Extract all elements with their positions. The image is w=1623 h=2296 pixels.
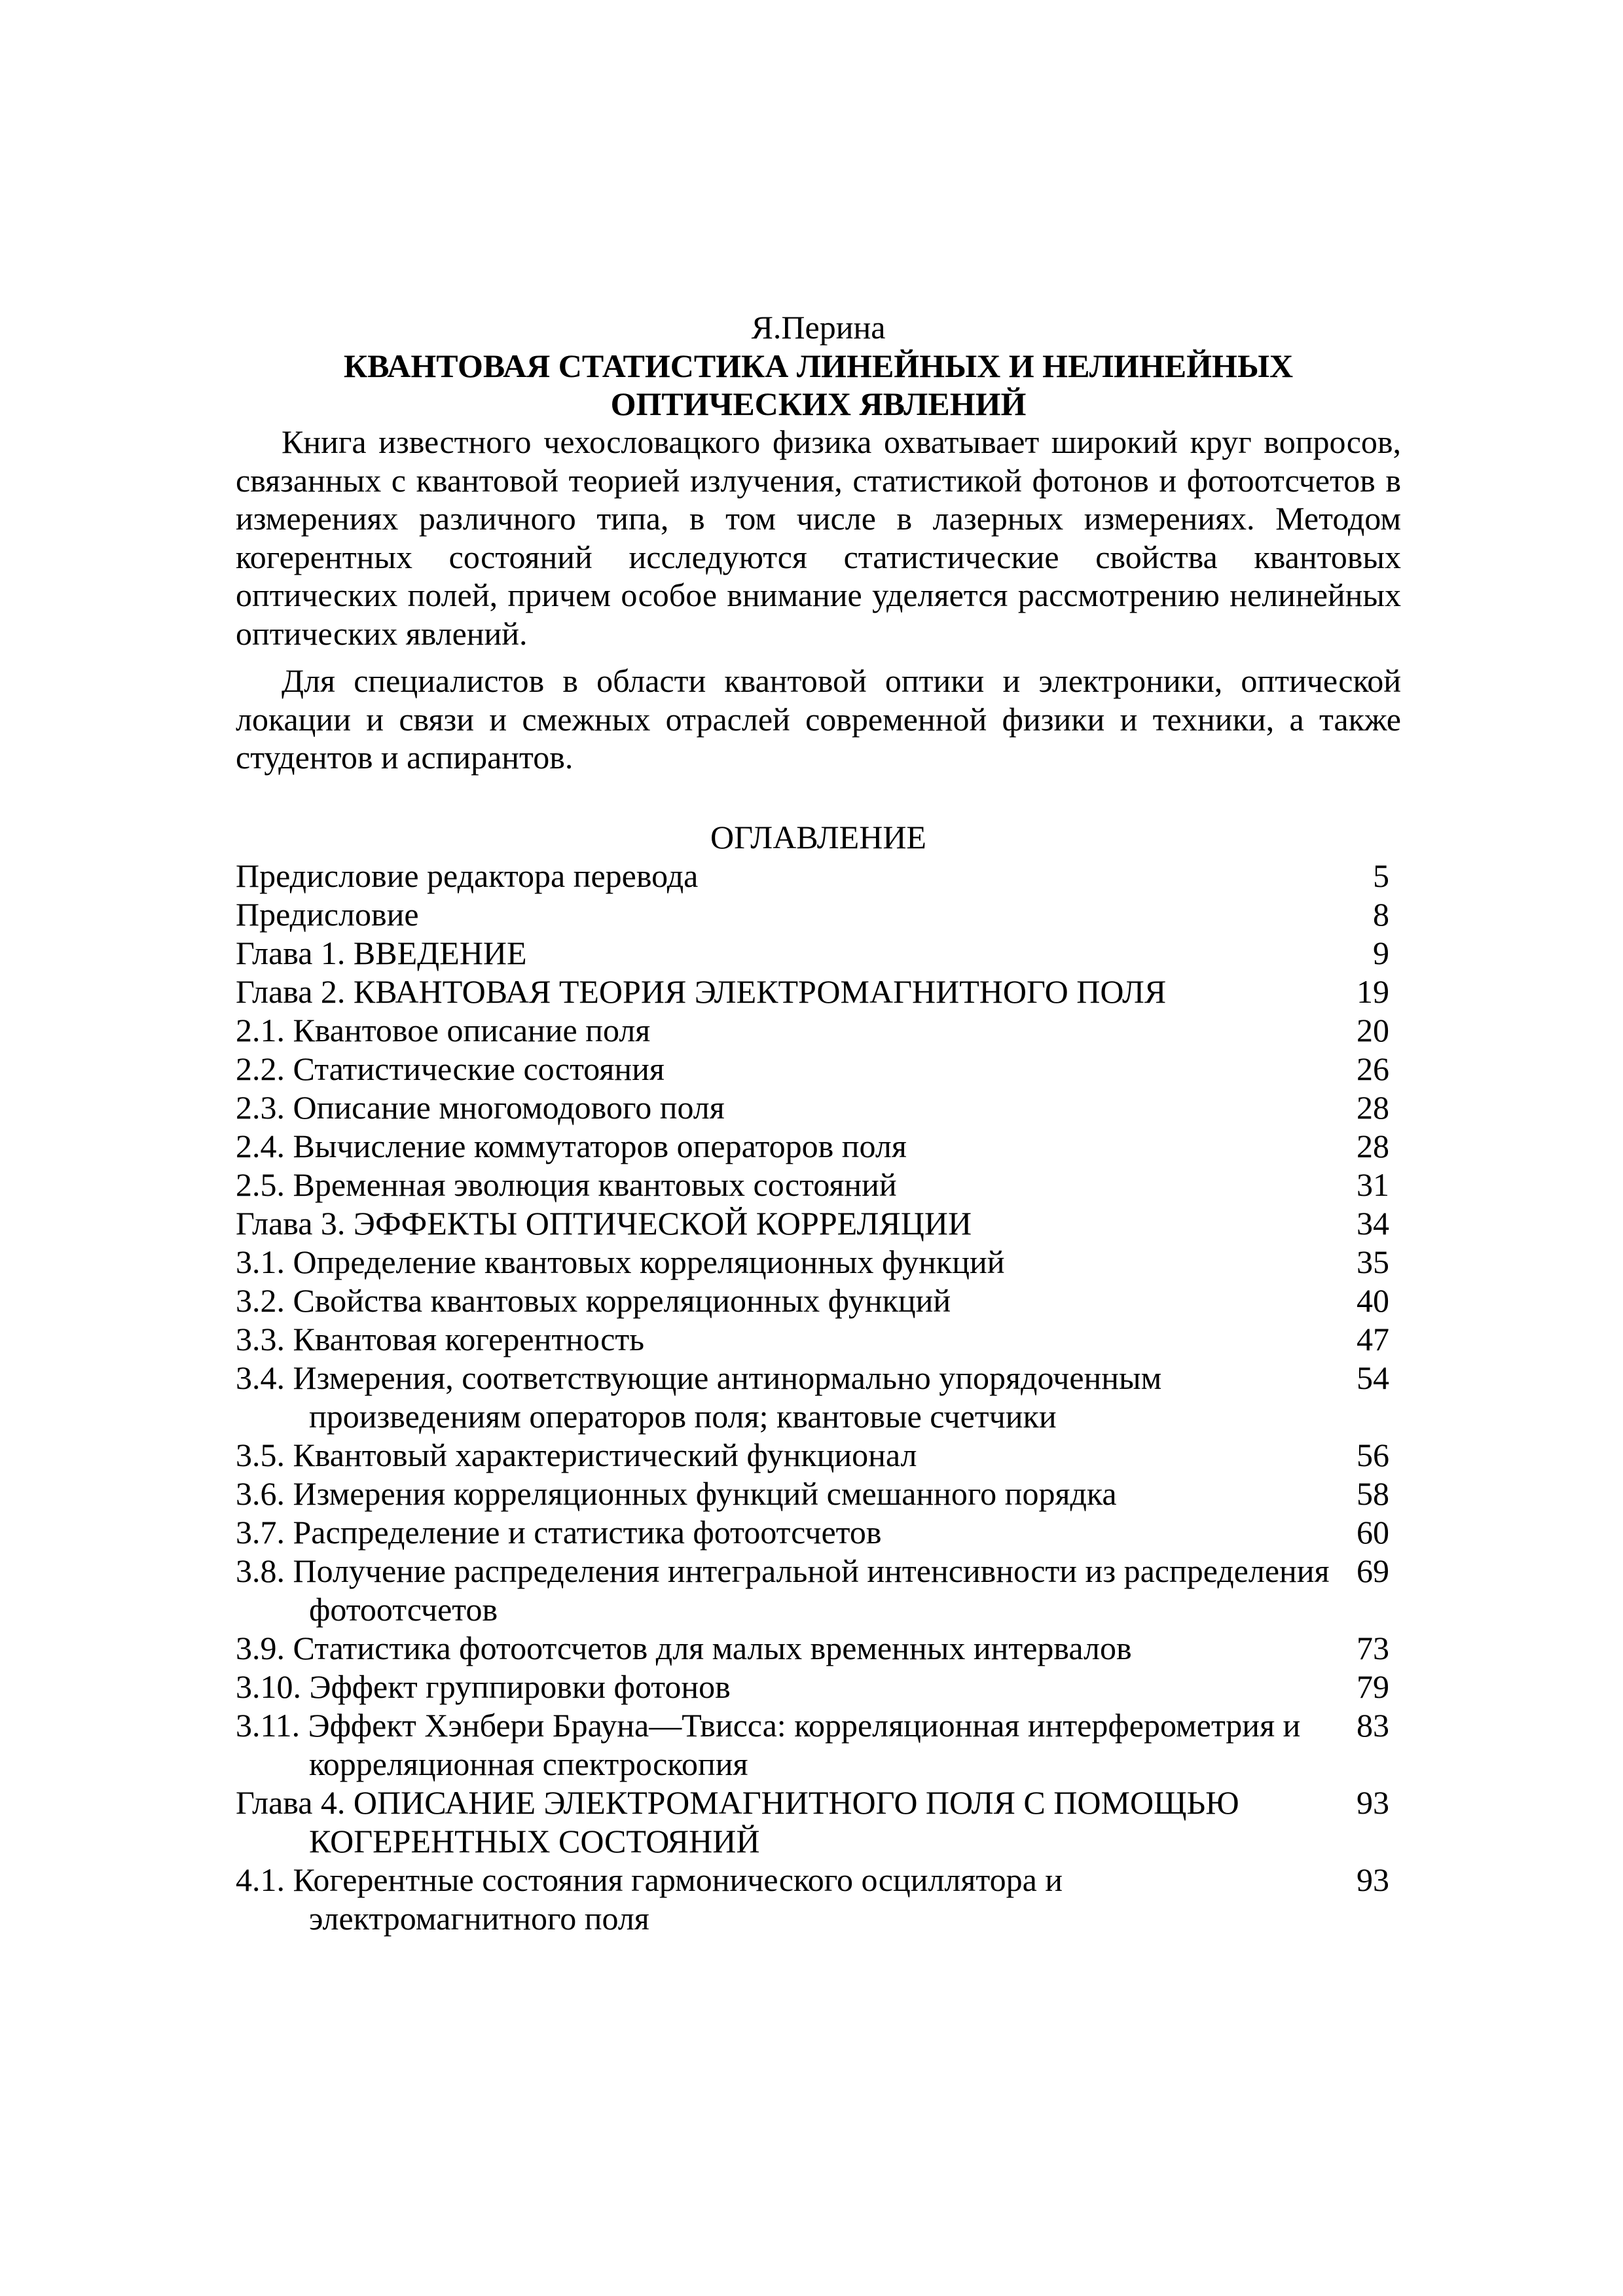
toc-entry-title: 4.1. Когерентные состояния гармонического осциллятора и электромагнитного поля (236, 1861, 1063, 1937)
toc-entry-page: 93 (1357, 1861, 1389, 1898)
toc-entry (236, 934, 1401, 973)
toc-entry (236, 1861, 1401, 1938)
toc-entry (236, 1668, 1401, 1706)
toc-entry-title: Предисловие редактора перевода (236, 857, 699, 894)
toc-entry (236, 1552, 1401, 1629)
toc-entry-page: 47 (1357, 1320, 1389, 1357)
toc-entry-title: Глава 2. КВАНТОВАЯ ТЕОРИЯ ЭЛЕКТРОМАГНИТНОГО ПОЛЯ (236, 973, 1167, 1010)
toc-entry-page: 35 (1357, 1243, 1389, 1280)
toc-entry-title: 3.3. Квантовая когерентность (236, 1320, 645, 1357)
toc-entry-page: 28 (1357, 1127, 1389, 1164)
toc-entry-page: 9 (1373, 934, 1389, 971)
toc-entry-page: 26 (1357, 1050, 1389, 1087)
toc-entry (236, 1011, 1401, 1050)
toc-entry (236, 1359, 1401, 1436)
toc-entry-page: 28 (1357, 1088, 1389, 1126)
toc-entry-page: 58 (1357, 1475, 1389, 1512)
toc-entry (236, 1243, 1401, 1282)
toc-entry-title: 3.4. Измерения, соответствующие антинормально упорядоченным произведениям операторов поля; квантовые счетчики (236, 1359, 1162, 1435)
toc-entry (236, 1706, 1401, 1784)
toc-entry-page: 56 (1357, 1436, 1389, 1473)
toc-entry-title: 3.9. Статистика фотоотсчетов для малых временных интервалов (236, 1629, 1132, 1666)
toc-entry-title: 2.5. Временная эволюция квантовых состояний (236, 1166, 897, 1203)
toc-entry-page: 34 (1357, 1204, 1389, 1242)
toc-entry-title: 3.8. Получение распределения интегральной интенсивности из распределения фотоотсчетов (236, 1552, 1330, 1628)
toc-entry-title: 3.11. Эффект Хэнбери Брауна—Твисса: корреляционная интерферометрия и корреляционная спектроскопия (236, 1706, 1301, 1782)
toc-entry (236, 1050, 1401, 1088)
book-title (236, 347, 1401, 423)
toc-entry-title: 3.5. Квантовый характеристический функционал (236, 1436, 917, 1473)
toc-entry-page: 19 (1357, 973, 1389, 1010)
annotation-paragraph-2: Для специалистов в области квантовой оптики и электроники, оптической локации и связи и смежных отраслей современной физики и техники, а также студентов и аспирантов. (236, 662, 1401, 776)
toc-entry-page: 5 (1373, 857, 1389, 894)
toc-entry-page: 93 (1357, 1784, 1389, 1821)
toc-entry (236, 1127, 1401, 1166)
toc-entry-title: Глава 1. ВВЕДЕНИЕ (236, 934, 527, 971)
toc-entry-page: 83 (1357, 1706, 1389, 1744)
toc-entry (236, 857, 1401, 895)
toc-entry-title: Предисловие (236, 895, 419, 933)
toc-entry-page: 31 (1357, 1166, 1389, 1203)
toc-entry (236, 1088, 1401, 1127)
toc-entry (236, 1475, 1401, 1513)
toc-entry-page: 69 (1357, 1552, 1389, 1589)
annotation-paragraph-1: Книга известного чехословацкого физика охватывает широкий круг вопросов, связанных с квантовой теорией излучения, статистикой фотонов и фотоотсчетов в измерениях различного типа, в том числе в лазерных измерениях. Методом когерентных состояний исследуются статистические свойства квантовых оптических полей, причем особое внимание уделяется рассмотрению нелинейных оптических явлений. (236, 423, 1401, 652)
toc-entry (236, 1166, 1401, 1204)
toc-entry-title: Глава 3. ЭФФЕКТЫ ОПТИЧЕСКОЙ КОРРЕЛЯЦИИ (236, 1204, 972, 1242)
toc-entry (236, 1436, 1401, 1475)
toc-entry (236, 895, 1401, 934)
toc-entry (236, 1320, 1401, 1359)
toc-entry-title: 3.1. Определение квантовых корреляционных функций (236, 1243, 1005, 1280)
toc-entry-title: 3.6. Измерения корреляционных функций смешанного порядка (236, 1475, 1117, 1512)
table-of-contents (236, 857, 1401, 1938)
toc-entry-title: Глава 4. ОПИСАНИЕ ЭЛЕКТРОМАГНИТНОГО ПОЛЯ С ПОМОЩЬЮ КОГЕРЕНТНЫХ СОСТОЯНИЙ (236, 1784, 1239, 1859)
toc-entry-page: 8 (1373, 895, 1389, 933)
toc-entry (236, 1282, 1401, 1320)
toc-entry-title: 3.2. Свойства квантовых корреляционных функций (236, 1282, 951, 1319)
toc-entry (236, 1513, 1401, 1552)
toc-entry (236, 973, 1401, 1011)
document-page (236, 308, 1401, 1938)
toc-entry (236, 1629, 1401, 1668)
book-title-line-2: ОПТИЧЕСКИХ ЯВЛЕНИЙ (610, 386, 1027, 422)
author-name: Я.Перина (751, 309, 886, 346)
toc-entry-page: 20 (1357, 1011, 1389, 1049)
toc-entry (236, 1204, 1401, 1243)
toc-entry-page: 60 (1357, 1513, 1389, 1551)
toc-entry-title: 2.3. Описание многомодового поля (236, 1088, 725, 1126)
toc-entry-page: 73 (1357, 1629, 1389, 1666)
toc-heading: ОГЛАВЛЕНИЕ (710, 818, 926, 855)
toc-entry-page: 79 (1357, 1668, 1389, 1705)
toc-entry-title: 3.7. Распределение и статистика фотоотсчетов (236, 1513, 882, 1551)
toc-entry-title: 2.2. Статистические состояния (236, 1050, 665, 1087)
toc-entry-page: 40 (1357, 1282, 1389, 1319)
toc-entry-title: 2.4. Вычисление коммутаторов операторов поля (236, 1127, 907, 1164)
toc-entry (236, 1784, 1401, 1861)
toc-entry-page: 54 (1357, 1359, 1389, 1396)
book-title-line-1: КВАНТОВАЯ СТАТИСТИКА ЛИНЕЙНЫХ И НЕЛИНЕЙНЫХ (343, 348, 1294, 384)
toc-entry-title: 3.10. Эффект группировки фотонов (236, 1668, 731, 1705)
toc-entry-title: 2.1. Квантовое описание поля (236, 1011, 651, 1049)
